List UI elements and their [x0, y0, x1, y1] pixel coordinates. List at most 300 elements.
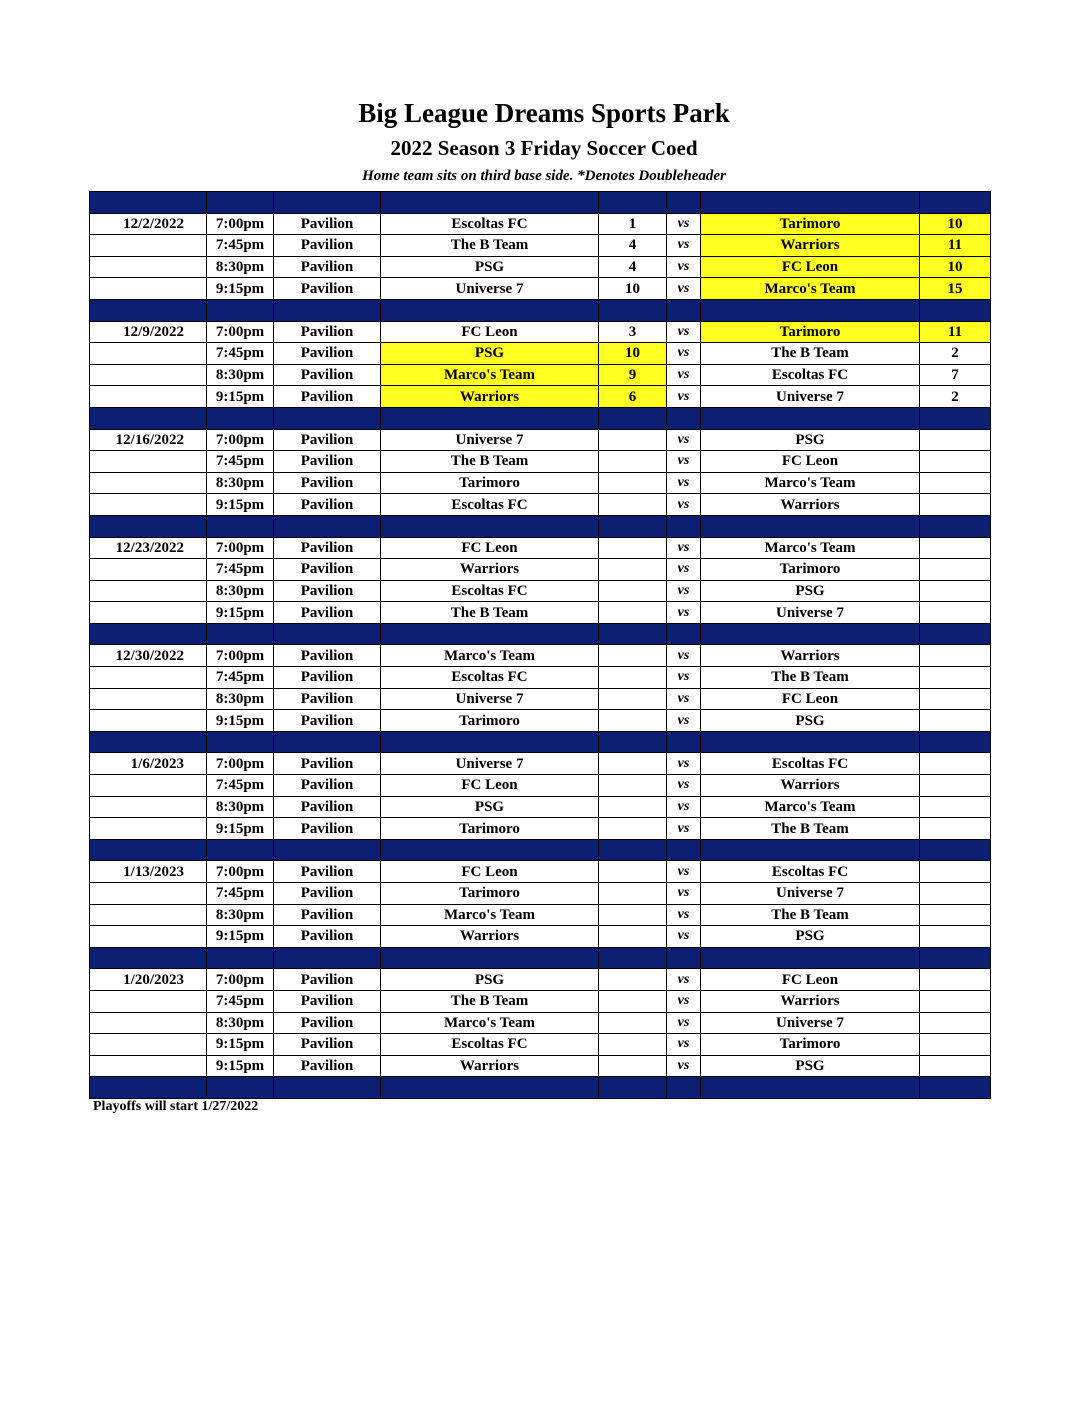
vs-cell[interactable]: vs — [667, 429, 701, 451]
time-cell[interactable]: 7:00pm — [207, 753, 274, 775]
away-score-cell[interactable] — [920, 667, 991, 689]
away-cell[interactable]: Tarimoro — [701, 321, 920, 343]
home-score-cell[interactable] — [599, 494, 667, 516]
away-cell[interactable]: The B Team — [701, 818, 920, 840]
home-score-cell[interactable] — [599, 1034, 667, 1056]
separator-cell[interactable] — [701, 299, 920, 321]
separator-cell[interactable] — [274, 407, 381, 429]
home-cell[interactable]: Marco's Team — [381, 645, 599, 667]
field-cell[interactable]: Pavilion — [274, 753, 381, 775]
home-score-cell[interactable] — [599, 537, 667, 559]
separator-cell[interactable] — [920, 839, 991, 861]
away-cell[interactable]: The B Team — [701, 343, 920, 365]
vs-cell[interactable]: vs — [667, 343, 701, 365]
time-cell[interactable]: 8:30pm — [207, 688, 274, 710]
field-cell[interactable]: Pavilion — [274, 796, 381, 818]
field-cell[interactable]: Pavilion — [274, 688, 381, 710]
separator-cell[interactable] — [599, 515, 667, 537]
date-cell[interactable] — [90, 990, 207, 1012]
time-cell[interactable]: 9:15pm — [207, 818, 274, 840]
date-cell[interactable] — [90, 796, 207, 818]
field-cell[interactable]: Pavilion — [274, 969, 381, 991]
home-score-cell[interactable] — [599, 688, 667, 710]
time-cell[interactable]: 7:00pm — [207, 861, 274, 883]
time-cell[interactable]: 8:30pm — [207, 580, 274, 602]
date-cell[interactable]: 12/30/2022 — [90, 645, 207, 667]
field-cell[interactable]: Pavilion — [274, 278, 381, 300]
home-score-cell[interactable]: 1 — [599, 213, 667, 235]
away-cell[interactable]: PSG — [701, 1055, 920, 1077]
separator-cell[interactable] — [667, 299, 701, 321]
separator-cell[interactable] — [207, 1077, 274, 1099]
home-score-cell[interactable] — [599, 602, 667, 624]
separator-cell[interactable] — [274, 515, 381, 537]
home-score-cell[interactable] — [599, 559, 667, 581]
separator-cell[interactable] — [274, 192, 381, 214]
date-cell[interactable]: 12/23/2022 — [90, 537, 207, 559]
away-cell[interactable]: Universe 7 — [701, 1012, 920, 1034]
home-score-cell[interactable] — [599, 1012, 667, 1034]
home-score-cell[interactable] — [599, 926, 667, 948]
away-score-cell[interactable] — [920, 904, 991, 926]
vs-cell[interactable]: vs — [667, 364, 701, 386]
separator-cell[interactable] — [381, 731, 599, 753]
home-score-cell[interactable] — [599, 710, 667, 732]
separator-cell[interactable] — [274, 839, 381, 861]
vs-cell[interactable]: vs — [667, 883, 701, 905]
separator-cell[interactable] — [667, 947, 701, 969]
separator-cell[interactable] — [274, 623, 381, 645]
field-cell[interactable]: Pavilion — [274, 818, 381, 840]
home-cell[interactable]: Universe 7 — [381, 688, 599, 710]
separator-cell[interactable] — [667, 623, 701, 645]
date-cell[interactable] — [90, 818, 207, 840]
vs-cell[interactable]: vs — [667, 494, 701, 516]
home-score-cell[interactable] — [599, 904, 667, 926]
vs-cell[interactable]: vs — [667, 235, 701, 257]
date-cell[interactable] — [90, 256, 207, 278]
home-cell[interactable]: Escoltas FC — [381, 213, 599, 235]
home-cell[interactable]: FC Leon — [381, 537, 599, 559]
away-cell[interactable]: FC Leon — [701, 969, 920, 991]
separator-cell[interactable] — [90, 299, 207, 321]
separator-cell[interactable] — [90, 1077, 207, 1099]
away-cell[interactable]: Warriors — [701, 494, 920, 516]
home-cell[interactable]: Marco's Team — [381, 364, 599, 386]
time-cell[interactable]: 8:30pm — [207, 1012, 274, 1034]
field-cell[interactable]: Pavilion — [274, 321, 381, 343]
time-cell[interactable]: 7:45pm — [207, 990, 274, 1012]
field-cell[interactable]: Pavilion — [274, 602, 381, 624]
vs-cell[interactable]: vs — [667, 688, 701, 710]
away-cell[interactable]: Warriors — [701, 990, 920, 1012]
away-score-cell[interactable] — [920, 559, 991, 581]
home-score-cell[interactable] — [599, 667, 667, 689]
home-cell[interactable]: Universe 7 — [381, 429, 599, 451]
vs-cell[interactable]: vs — [667, 775, 701, 797]
separator-cell[interactable] — [274, 1077, 381, 1099]
separator-cell[interactable] — [90, 407, 207, 429]
vs-cell[interactable]: vs — [667, 710, 701, 732]
away-score-cell[interactable]: 2 — [920, 386, 991, 408]
away-cell[interactable]: PSG — [701, 926, 920, 948]
home-cell[interactable]: Marco's Team — [381, 1012, 599, 1034]
vs-cell[interactable]: vs — [667, 645, 701, 667]
time-cell[interactable]: 7:45pm — [207, 343, 274, 365]
field-cell[interactable]: Pavilion — [274, 364, 381, 386]
away-cell[interactable]: Tarimoro — [701, 1034, 920, 1056]
vs-cell[interactable]: vs — [667, 1055, 701, 1077]
separator-cell[interactable] — [274, 947, 381, 969]
vs-cell[interactable]: vs — [667, 1012, 701, 1034]
vs-cell[interactable]: vs — [667, 321, 701, 343]
date-cell[interactable]: 12/9/2022 — [90, 321, 207, 343]
date-cell[interactable] — [90, 580, 207, 602]
separator-cell[interactable] — [90, 192, 207, 214]
vs-cell[interactable]: vs — [667, 861, 701, 883]
vs-cell[interactable]: vs — [667, 753, 701, 775]
home-cell[interactable]: PSG — [381, 256, 599, 278]
separator-cell[interactable] — [207, 731, 274, 753]
separator-cell[interactable] — [599, 1077, 667, 1099]
field-cell[interactable]: Pavilion — [274, 451, 381, 473]
away-cell[interactable]: PSG — [701, 710, 920, 732]
separator-cell[interactable] — [381, 407, 599, 429]
field-cell[interactable]: Pavilion — [274, 580, 381, 602]
away-cell[interactable]: Escoltas FC — [701, 753, 920, 775]
date-cell[interactable] — [90, 710, 207, 732]
field-cell[interactable]: Pavilion — [274, 559, 381, 581]
away-score-cell[interactable] — [920, 1034, 991, 1056]
vs-cell[interactable]: vs — [667, 451, 701, 473]
time-cell[interactable]: 7:45pm — [207, 559, 274, 581]
away-score-cell[interactable] — [920, 429, 991, 451]
separator-cell[interactable] — [207, 515, 274, 537]
time-cell[interactable]: 9:15pm — [207, 386, 274, 408]
home-cell[interactable]: FC Leon — [381, 775, 599, 797]
field-cell[interactable]: Pavilion — [274, 472, 381, 494]
vs-cell[interactable]: vs — [667, 969, 701, 991]
field-cell[interactable]: Pavilion — [274, 386, 381, 408]
date-cell[interactable]: 1/20/2023 — [90, 969, 207, 991]
vs-cell[interactable]: vs — [667, 796, 701, 818]
separator-cell[interactable] — [381, 192, 599, 214]
home-score-cell[interactable] — [599, 883, 667, 905]
time-cell[interactable]: 9:15pm — [207, 710, 274, 732]
date-cell[interactable] — [90, 904, 207, 926]
home-score-cell[interactable] — [599, 429, 667, 451]
time-cell[interactable]: 8:30pm — [207, 364, 274, 386]
home-cell[interactable]: Warriors — [381, 386, 599, 408]
separator-cell[interactable] — [207, 407, 274, 429]
date-cell[interactable] — [90, 559, 207, 581]
separator-cell[interactable] — [920, 731, 991, 753]
home-cell[interactable]: Universe 7 — [381, 278, 599, 300]
separator-cell[interactable] — [599, 623, 667, 645]
date-cell[interactable] — [90, 1034, 207, 1056]
away-score-cell[interactable] — [920, 688, 991, 710]
date-cell[interactable]: 12/16/2022 — [90, 429, 207, 451]
separator-cell[interactable] — [667, 407, 701, 429]
vs-cell[interactable]: vs — [667, 818, 701, 840]
away-cell[interactable]: Tarimoro — [701, 559, 920, 581]
away-cell[interactable]: Escoltas FC — [701, 364, 920, 386]
vs-cell[interactable]: vs — [667, 990, 701, 1012]
home-score-cell[interactable] — [599, 753, 667, 775]
vs-cell[interactable]: vs — [667, 386, 701, 408]
home-cell[interactable]: PSG — [381, 796, 599, 818]
vs-cell[interactable]: vs — [667, 580, 701, 602]
field-cell[interactable]: Pavilion — [274, 710, 381, 732]
separator-cell[interactable] — [207, 947, 274, 969]
away-cell[interactable]: Marco's Team — [701, 278, 920, 300]
home-score-cell[interactable] — [599, 818, 667, 840]
date-cell[interactable] — [90, 688, 207, 710]
time-cell[interactable]: 8:30pm — [207, 472, 274, 494]
time-cell[interactable]: 7:45pm — [207, 451, 274, 473]
home-score-cell[interactable]: 9 — [599, 364, 667, 386]
away-score-cell[interactable] — [920, 472, 991, 494]
separator-cell[interactable] — [90, 515, 207, 537]
away-score-cell[interactable] — [920, 537, 991, 559]
date-cell[interactable]: 12/2/2022 — [90, 213, 207, 235]
home-cell[interactable]: Tarimoro — [381, 818, 599, 840]
home-cell[interactable]: PSG — [381, 343, 599, 365]
date-cell[interactable]: 1/13/2023 — [90, 861, 207, 883]
away-cell[interactable]: Warriors — [701, 775, 920, 797]
date-cell[interactable] — [90, 494, 207, 516]
away-cell[interactable]: FC Leon — [701, 256, 920, 278]
away-cell[interactable]: Escoltas FC — [701, 861, 920, 883]
away-cell[interactable]: The B Team — [701, 904, 920, 926]
home-cell[interactable]: Escoltas FC — [381, 667, 599, 689]
away-cell[interactable]: Marco's Team — [701, 796, 920, 818]
away-cell[interactable]: Universe 7 — [701, 602, 920, 624]
separator-cell[interactable] — [701, 1077, 920, 1099]
separator-cell[interactable] — [701, 623, 920, 645]
away-score-cell[interactable]: 11 — [920, 321, 991, 343]
field-cell[interactable]: Pavilion — [274, 537, 381, 559]
field-cell[interactable]: Pavilion — [274, 429, 381, 451]
time-cell[interactable]: 7:00pm — [207, 213, 274, 235]
separator-cell[interactable] — [667, 1077, 701, 1099]
away-score-cell[interactable] — [920, 580, 991, 602]
date-cell[interactable] — [90, 278, 207, 300]
time-cell[interactable]: 8:30pm — [207, 256, 274, 278]
date-cell[interactable] — [90, 451, 207, 473]
away-score-cell[interactable] — [920, 710, 991, 732]
separator-cell[interactable] — [920, 947, 991, 969]
away-score-cell[interactable] — [920, 818, 991, 840]
away-score-cell[interactable] — [920, 753, 991, 775]
date-cell[interactable] — [90, 472, 207, 494]
separator-cell[interactable] — [381, 623, 599, 645]
home-cell[interactable]: The B Team — [381, 990, 599, 1012]
away-score-cell[interactable] — [920, 1055, 991, 1077]
separator-cell[interactable] — [274, 299, 381, 321]
separator-cell[interactable] — [920, 299, 991, 321]
separator-cell[interactable] — [701, 731, 920, 753]
home-score-cell[interactable] — [599, 472, 667, 494]
separator-cell[interactable] — [920, 1077, 991, 1099]
time-cell[interactable]: 8:30pm — [207, 796, 274, 818]
vs-cell[interactable]: vs — [667, 256, 701, 278]
field-cell[interactable]: Pavilion — [274, 1034, 381, 1056]
away-score-cell[interactable] — [920, 990, 991, 1012]
time-cell[interactable]: 9:15pm — [207, 1034, 274, 1056]
away-score-cell[interactable] — [920, 796, 991, 818]
away-cell[interactable]: PSG — [701, 580, 920, 602]
time-cell[interactable]: 8:30pm — [207, 904, 274, 926]
time-cell[interactable]: 7:45pm — [207, 883, 274, 905]
separator-cell[interactable] — [90, 947, 207, 969]
home-cell[interactable]: Escoltas FC — [381, 580, 599, 602]
separator-cell[interactable] — [381, 839, 599, 861]
home-cell[interactable]: Warriors — [381, 559, 599, 581]
field-cell[interactable]: Pavilion — [274, 343, 381, 365]
separator-cell[interactable] — [381, 1077, 599, 1099]
vs-cell[interactable]: vs — [667, 278, 701, 300]
vs-cell[interactable]: vs — [667, 559, 701, 581]
home-score-cell[interactable] — [599, 990, 667, 1012]
home-cell[interactable]: Escoltas FC — [381, 494, 599, 516]
separator-cell[interactable] — [90, 731, 207, 753]
away-cell[interactable]: FC Leon — [701, 688, 920, 710]
away-score-cell[interactable] — [920, 1012, 991, 1034]
separator-cell[interactable] — [207, 623, 274, 645]
date-cell[interactable] — [90, 667, 207, 689]
home-cell[interactable]: PSG — [381, 969, 599, 991]
separator-cell[interactable] — [207, 299, 274, 321]
separator-cell[interactable] — [701, 839, 920, 861]
home-cell[interactable]: Tarimoro — [381, 710, 599, 732]
vs-cell[interactable]: vs — [667, 1034, 701, 1056]
separator-cell[interactable] — [701, 192, 920, 214]
away-score-cell[interactable] — [920, 494, 991, 516]
date-cell[interactable] — [90, 602, 207, 624]
home-score-cell[interactable] — [599, 1055, 667, 1077]
vs-cell[interactable]: vs — [667, 667, 701, 689]
date-cell[interactable] — [90, 926, 207, 948]
home-score-cell[interactable] — [599, 580, 667, 602]
away-score-cell[interactable]: 15 — [920, 278, 991, 300]
date-cell[interactable] — [90, 1012, 207, 1034]
separator-cell[interactable] — [599, 192, 667, 214]
separator-cell[interactable] — [90, 839, 207, 861]
separator-cell[interactable] — [667, 839, 701, 861]
separator-cell[interactable] — [701, 407, 920, 429]
field-cell[interactable]: Pavilion — [274, 213, 381, 235]
home-score-cell[interactable]: 3 — [599, 321, 667, 343]
vs-cell[interactable]: vs — [667, 213, 701, 235]
separator-cell[interactable] — [599, 839, 667, 861]
away-score-cell[interactable] — [920, 775, 991, 797]
away-score-cell[interactable] — [920, 602, 991, 624]
separator-cell[interactable] — [920, 407, 991, 429]
vs-cell[interactable]: vs — [667, 602, 701, 624]
away-cell[interactable]: Tarimoro — [701, 213, 920, 235]
separator-cell[interactable] — [90, 623, 207, 645]
away-cell[interactable]: Warriors — [701, 645, 920, 667]
home-cell[interactable]: Tarimoro — [381, 883, 599, 905]
home-score-cell[interactable]: 4 — [599, 235, 667, 257]
field-cell[interactable]: Pavilion — [274, 926, 381, 948]
vs-cell[interactable]: vs — [667, 537, 701, 559]
away-score-cell[interactable] — [920, 883, 991, 905]
date-cell[interactable] — [90, 386, 207, 408]
time-cell[interactable]: 7:00pm — [207, 537, 274, 559]
away-score-cell[interactable]: 11 — [920, 235, 991, 257]
away-score-cell[interactable]: 10 — [920, 213, 991, 235]
separator-cell[interactable] — [381, 299, 599, 321]
time-cell[interactable]: 7:45pm — [207, 667, 274, 689]
separator-cell[interactable] — [599, 947, 667, 969]
time-cell[interactable]: 9:15pm — [207, 602, 274, 624]
home-score-cell[interactable] — [599, 796, 667, 818]
separator-cell[interactable] — [381, 947, 599, 969]
field-cell[interactable]: Pavilion — [274, 667, 381, 689]
date-cell[interactable]: 1/6/2023 — [90, 753, 207, 775]
separator-cell[interactable] — [920, 515, 991, 537]
time-cell[interactable]: 7:00pm — [207, 321, 274, 343]
separator-cell[interactable] — [667, 515, 701, 537]
time-cell[interactable]: 7:45pm — [207, 775, 274, 797]
date-cell[interactable] — [90, 364, 207, 386]
home-score-cell[interactable] — [599, 451, 667, 473]
field-cell[interactable]: Pavilion — [274, 990, 381, 1012]
away-score-cell[interactable]: 2 — [920, 343, 991, 365]
field-cell[interactable]: Pavilion — [274, 775, 381, 797]
home-score-cell[interactable]: 4 — [599, 256, 667, 278]
time-cell[interactable]: 7:45pm — [207, 235, 274, 257]
separator-cell[interactable] — [920, 623, 991, 645]
home-score-cell[interactable] — [599, 861, 667, 883]
field-cell[interactable]: Pavilion — [274, 645, 381, 667]
home-cell[interactable]: The B Team — [381, 451, 599, 473]
vs-cell[interactable]: vs — [667, 926, 701, 948]
time-cell[interactable]: 7:00pm — [207, 969, 274, 991]
separator-cell[interactable] — [599, 299, 667, 321]
home-cell[interactable]: The B Team — [381, 602, 599, 624]
separator-cell[interactable] — [701, 947, 920, 969]
separator-cell[interactable] — [207, 839, 274, 861]
date-cell[interactable] — [90, 235, 207, 257]
away-score-cell[interactable]: 7 — [920, 364, 991, 386]
away-cell[interactable]: FC Leon — [701, 451, 920, 473]
field-cell[interactable]: Pavilion — [274, 494, 381, 516]
away-cell[interactable]: Universe 7 — [701, 386, 920, 408]
separator-cell[interactable] — [667, 192, 701, 214]
field-cell[interactable]: Pavilion — [274, 1055, 381, 1077]
field-cell[interactable]: Pavilion — [274, 861, 381, 883]
time-cell[interactable]: 9:15pm — [207, 494, 274, 516]
away-score-cell[interactable] — [920, 645, 991, 667]
date-cell[interactable] — [90, 1055, 207, 1077]
date-cell[interactable] — [90, 343, 207, 365]
home-score-cell[interactable]: 10 — [599, 343, 667, 365]
away-cell[interactable]: Warriors — [701, 235, 920, 257]
home-score-cell[interactable] — [599, 775, 667, 797]
separator-cell[interactable] — [667, 731, 701, 753]
home-score-cell[interactable]: 6 — [599, 386, 667, 408]
home-cell[interactable]: Escoltas FC — [381, 1034, 599, 1056]
field-cell[interactable]: Pavilion — [274, 235, 381, 257]
home-cell[interactable]: Universe 7 — [381, 753, 599, 775]
separator-cell[interactable] — [920, 192, 991, 214]
time-cell[interactable]: 7:00pm — [207, 429, 274, 451]
vs-cell[interactable]: vs — [667, 904, 701, 926]
home-score-cell[interactable]: 10 — [599, 278, 667, 300]
